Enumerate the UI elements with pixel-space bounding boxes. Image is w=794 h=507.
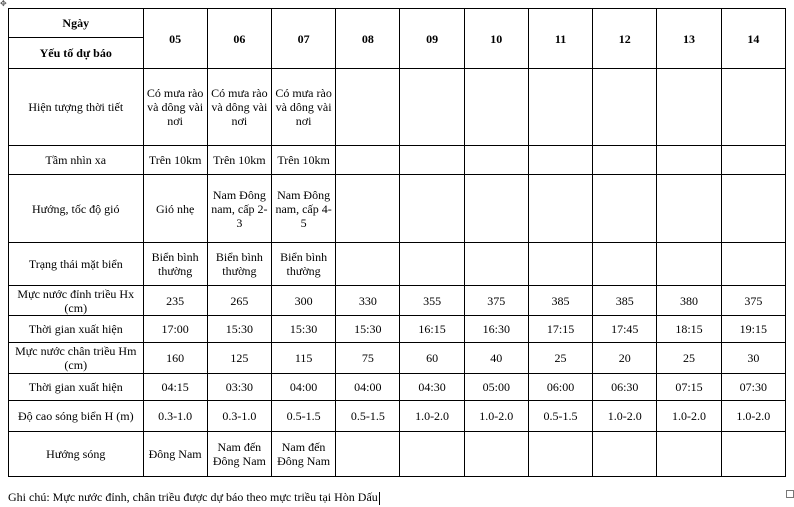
table-cell	[721, 146, 785, 175]
day-header: 09	[400, 9, 464, 69]
table-cell: 05:00	[464, 374, 528, 401]
table-cell: Biển bình thường	[271, 243, 335, 286]
table-cell: 330	[336, 286, 400, 316]
table-cell: 1.0-2.0	[657, 401, 721, 432]
table-cell: 235	[143, 286, 207, 316]
table-cell	[657, 146, 721, 175]
table-cell: Gió nhẹ	[143, 175, 207, 243]
day-header: 06	[207, 9, 271, 69]
row-label: Độ cao sóng biển H (m)	[9, 401, 144, 432]
table-cell: 60	[400, 343, 464, 374]
table-cell	[336, 69, 400, 146]
table-cell: 0.5-1.5	[271, 401, 335, 432]
table-cell: 19:15	[721, 316, 785, 343]
table-cell	[528, 432, 592, 477]
day-header: 12	[593, 9, 657, 69]
table-cell: Biển bình thường	[207, 243, 271, 286]
table-cell: 07:30	[721, 374, 785, 401]
table-cell: Biển bình thường	[143, 243, 207, 286]
table-cell: 25	[528, 343, 592, 374]
table-cell: Nam Đông nam, cấp 4-5	[271, 175, 335, 243]
table-cell	[593, 432, 657, 477]
table-cell: Trên 10km	[143, 146, 207, 175]
table-cell	[593, 146, 657, 175]
day-header: 10	[464, 9, 528, 69]
table-cell	[657, 243, 721, 286]
table-cell	[593, 69, 657, 146]
day-header: 08	[336, 9, 400, 69]
day-header: 14	[721, 9, 785, 69]
table-cell: 04:30	[400, 374, 464, 401]
table-row	[9, 374, 786, 401]
table-cell: 0.5-1.5	[336, 401, 400, 432]
table-cell: 265	[207, 286, 271, 316]
ngay-header: Ngày	[9, 9, 143, 38]
table-cell: 04:00	[271, 374, 335, 401]
table-cell: 15:30	[207, 316, 271, 343]
table-cell	[528, 243, 592, 286]
table-cell	[721, 175, 785, 243]
header-row	[9, 9, 786, 69]
table-cell	[528, 69, 592, 146]
table-cell: 20	[593, 343, 657, 374]
table-cell: 40	[464, 343, 528, 374]
table-cell	[464, 146, 528, 175]
row-label: Hướng sóng	[9, 432, 144, 477]
table-cell: 0.3-1.0	[143, 401, 207, 432]
day-header: 13	[657, 9, 721, 69]
table-cell	[400, 146, 464, 175]
day-header: 11	[528, 9, 592, 69]
table-cell: 04:00	[336, 374, 400, 401]
table-cell: 18:15	[657, 316, 721, 343]
table-cell: 25	[657, 343, 721, 374]
row-label: Trạng thái mặt biển	[9, 243, 144, 286]
table-cell	[593, 175, 657, 243]
table-cell: 75	[336, 343, 400, 374]
table-cell	[336, 175, 400, 243]
table-cell	[400, 432, 464, 477]
table-cell	[336, 243, 400, 286]
table-cell	[464, 432, 528, 477]
table-resize-handle[interactable]	[786, 490, 794, 498]
table-row	[9, 286, 786, 316]
row-label: Thời gian xuất hiện	[9, 374, 144, 401]
table-cell: 04:15	[143, 374, 207, 401]
table-cell: 0.5-1.5	[528, 401, 592, 432]
day-header: 05	[143, 9, 207, 69]
table-row	[9, 316, 786, 343]
table-cell: 355	[400, 286, 464, 316]
header-corner-cell	[9, 9, 144, 69]
table-cell: Có mưa rào và dông vài nơi	[271, 69, 335, 146]
table-cell	[528, 146, 592, 175]
table-cell: 1.0-2.0	[464, 401, 528, 432]
day-header: 07	[271, 9, 335, 69]
table-cell: 15:30	[336, 316, 400, 343]
table-cell: 07:15	[657, 374, 721, 401]
table-cell	[657, 432, 721, 477]
table-cell: 17:45	[593, 316, 657, 343]
table-row	[9, 401, 786, 432]
table-cell: 30	[721, 343, 785, 374]
table-cell: 1.0-2.0	[400, 401, 464, 432]
table-cell: 15:30	[271, 316, 335, 343]
table-cell: 385	[593, 286, 657, 316]
table-cell: 380	[657, 286, 721, 316]
table-cell: 0.3-1.0	[207, 401, 271, 432]
table-cell: 160	[143, 343, 207, 374]
table-cell: Trên 10km	[271, 146, 335, 175]
table-cell: 1.0-2.0	[593, 401, 657, 432]
table-cell: 375	[464, 286, 528, 316]
table-row	[9, 146, 786, 175]
table-cell: 385	[528, 286, 592, 316]
table-row	[9, 343, 786, 374]
table-cell: Nam đến Đông Nam	[271, 432, 335, 477]
table-cell: Nam Đông nam, cấp 2-3	[207, 175, 271, 243]
table-cell	[464, 69, 528, 146]
table-cell	[593, 243, 657, 286]
table-cell: 03:30	[207, 374, 271, 401]
table-cell	[336, 432, 400, 477]
table-cell	[657, 175, 721, 243]
table-cell: Trên 10km	[207, 146, 271, 175]
table-cell	[464, 243, 528, 286]
table-cell: 16:30	[464, 316, 528, 343]
row-label: Tầm nhìn xa	[9, 146, 144, 175]
table-cell	[721, 243, 785, 286]
table-cell: Nam đến Đông Nam	[207, 432, 271, 477]
forecast-table	[8, 8, 786, 477]
table-row	[9, 243, 786, 286]
table-cell	[464, 175, 528, 243]
table-cell	[657, 69, 721, 146]
table-cell	[400, 243, 464, 286]
table-cell	[721, 69, 785, 146]
row-label: Hiện tượng thời tiết	[9, 69, 144, 146]
table-cell: 06:30	[593, 374, 657, 401]
table-cell	[336, 146, 400, 175]
table-cell: Có mưa rào và dông vài nơi	[207, 69, 271, 146]
table-cell: Đông Nam	[143, 432, 207, 477]
table-cell: 17:00	[143, 316, 207, 343]
row-label: Mực nước chân triều Hm (cm)	[9, 343, 144, 374]
yeu-to-header: Yếu tố dự báo	[39, 46, 112, 60]
table-cell	[400, 69, 464, 146]
table-cell: Có mưa rào và dông vài nơi	[143, 69, 207, 146]
table-cell: 06:00	[528, 374, 592, 401]
table-cell: 300	[271, 286, 335, 316]
table-cell: 17:15	[528, 316, 592, 343]
footnote-text: Ghi chú: Mực nước đỉnh, chân triều được dự báo theo mực triều tại Hòn Dấu	[8, 490, 378, 504]
row-label: Thời gian xuất hiện	[9, 316, 144, 343]
footnote	[8, 490, 380, 505]
table-cell	[400, 175, 464, 243]
table-cell: 115	[271, 343, 335, 374]
table-row	[9, 175, 786, 243]
row-label: Hướng, tốc độ gió	[9, 175, 144, 243]
table-cell	[528, 175, 592, 243]
table-move-handle-icon[interactable]: ✥	[0, 0, 7, 8]
table-body	[9, 9, 786, 477]
row-label: Mực nước đỉnh triều Hx (cm)	[9, 286, 144, 316]
table-cell	[721, 432, 785, 477]
table-cell: 1.0-2.0	[721, 401, 785, 432]
table-cell: 375	[721, 286, 785, 316]
table-row	[9, 69, 786, 146]
table-cell: 16:15	[400, 316, 464, 343]
text-cursor	[379, 492, 380, 505]
table-cell: 125	[207, 343, 271, 374]
table-row	[9, 432, 786, 477]
